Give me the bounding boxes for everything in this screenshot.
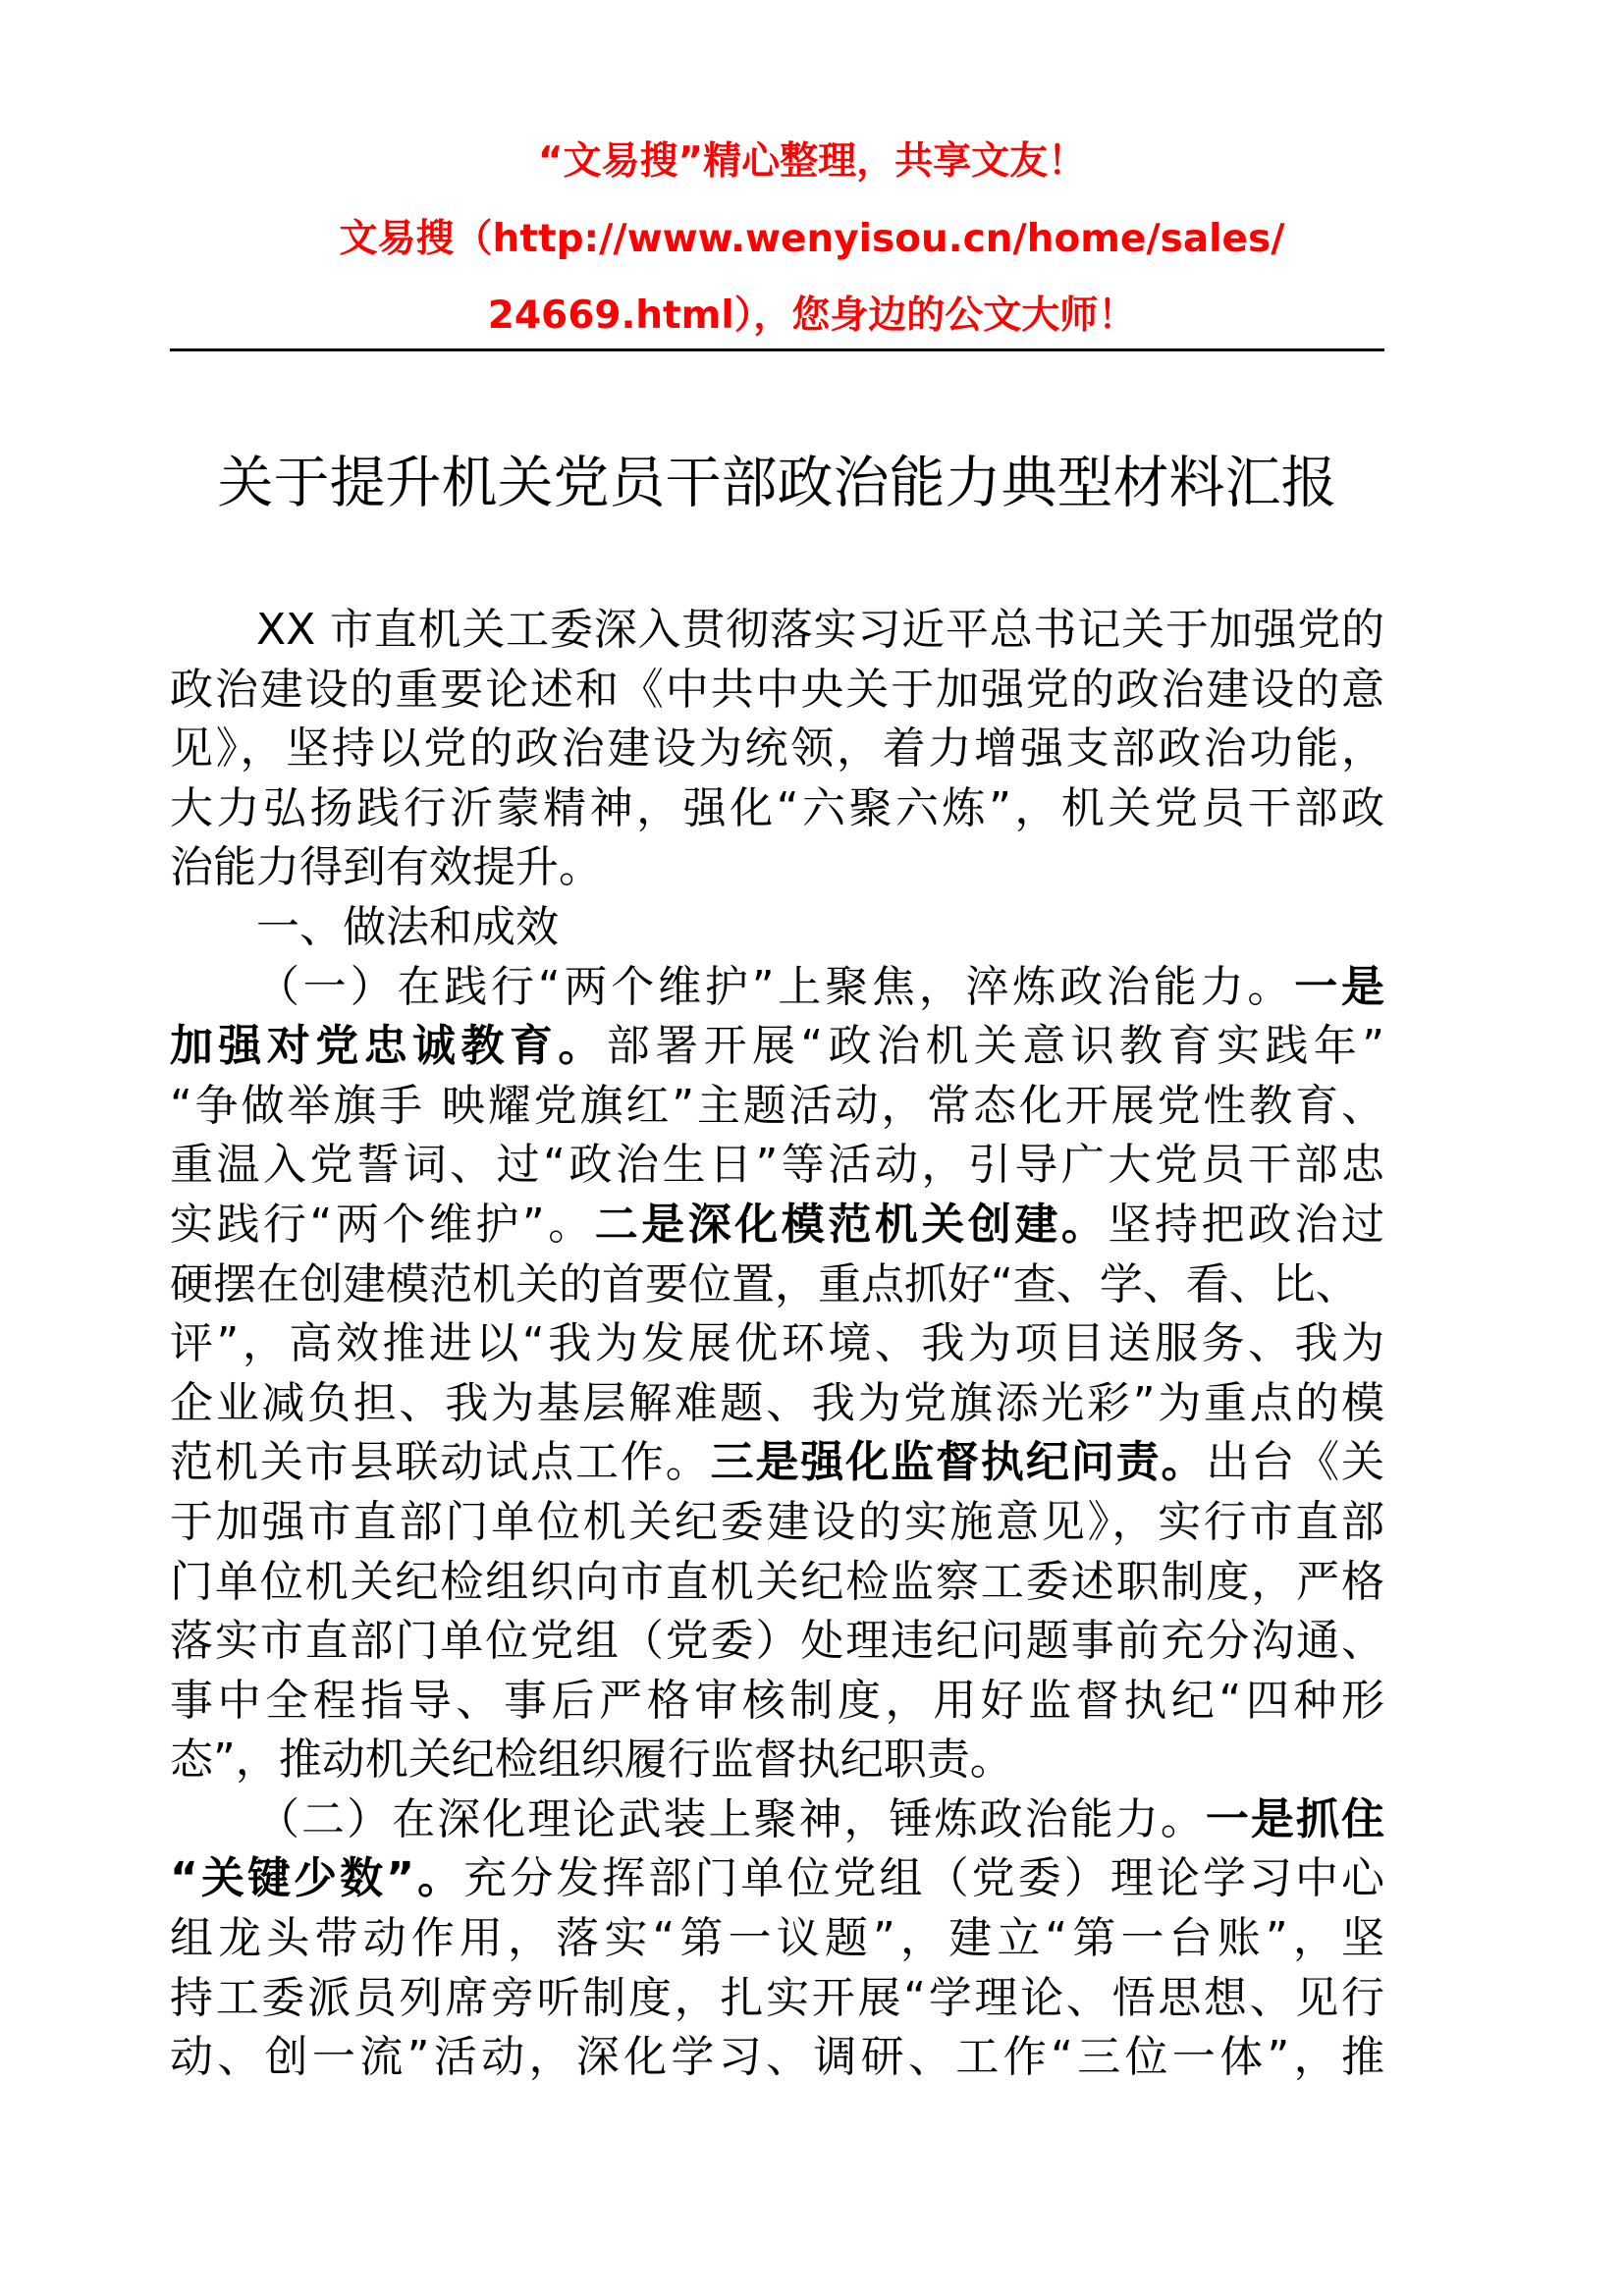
text-line	[170, 2028, 1384, 2088]
text-line	[170, 1255, 1384, 1315]
text-segment: 企业减负担、我为基层解难题、我为党旗添光彩”为重点的模	[170, 1377, 1384, 1428]
bold-text-segment: 二是深化模范机关创建。	[594, 1199, 1109, 1250]
document-body	[170, 601, 1384, 2088]
text-line	[170, 1136, 1384, 1196]
text-segment: 出台《关	[1206, 1437, 1385, 1488]
bold-text-segment: “关键少数”。	[170, 1853, 464, 1904]
text-segment: 重温入党誓词、过“政治生日”等活动，引导广大党员干部忠	[170, 1140, 1384, 1191]
text-segment: 政治建设的重要论述和《中共中央关于加强党的政治建设的意	[170, 664, 1384, 715]
text-segment: 态”，推动机关纪检组织履行监督执纪职责。	[170, 1735, 1013, 1786]
text-segment: 门单位机关纪检组织向市直机关纪检监察工委述职制度，严格	[170, 1556, 1384, 1607]
text-segment: 硬摆在创建模范机关的首要位置，重点抓好“查、学、看、比、	[170, 1258, 1359, 1309]
text-segment: 落实市直部门单位党组（党委）处理违纪问题事前充分沟通、	[170, 1616, 1384, 1667]
text-line	[170, 838, 1384, 898]
text-segment: XX 市直机关工委深入贯彻落实习近平总书记关于加强党的	[256, 605, 1384, 655]
text-segment: 坚持把政治过	[1108, 1199, 1384, 1250]
text-segment: 见》，坚持以党的政治建设为统领，着力增强支部政治功能，	[170, 723, 1384, 774]
text-line	[170, 1493, 1384, 1553]
text-segment: 充分发挥部门单位党组（党委）理论学习中心	[463, 1853, 1384, 1904]
text-segment: 一、做法和成效	[256, 901, 559, 952]
text-line	[170, 1612, 1384, 1672]
text-line	[170, 720, 1384, 779]
text-segment: “争做举旗手 映耀党旗红”主题活动，常态化开展党性教育、	[170, 1080, 1384, 1131]
header-divider	[170, 348, 1384, 351]
text-segment: 持工委派员列席旁听制度，扎实开展“学理论、悟思想、见行	[170, 1972, 1384, 2023]
bold-text-segment: 一是	[1294, 961, 1384, 1012]
text-segment: 大力弘扬践行沂蒙精神，强化“六聚六炼”，机关党员干部政	[170, 782, 1384, 833]
text-line	[170, 1969, 1384, 2029]
text-line	[170, 1790, 1384, 1850]
text-line	[170, 601, 1384, 661]
promo-header-line-1: “文易搜”精心整理，共享文友！	[537, 139, 1087, 184]
text-line	[170, 1196, 1384, 1255]
text-line	[170, 958, 1384, 1018]
text-segment: 范机关市县联动试点工作。	[170, 1437, 711, 1488]
text-line	[170, 898, 1384, 958]
text-line	[170, 1374, 1384, 1434]
bold-text-segment: 加强对党忠诚教育。	[170, 1021, 607, 1072]
promo-header-line-3[interactable]: 24669.html），您身边的公文大师！	[487, 294, 1137, 338]
document-title: 关于提升机关党员干部政治能力典型材料汇报	[217, 451, 1337, 515]
text-segment: 动、创一流”活动，深化学习、调研、工作“三位一体”，推	[170, 2032, 1384, 2083]
text-segment: 治能力得到有效提升。	[170, 842, 602, 893]
text-line	[170, 1731, 1384, 1790]
text-line	[170, 1017, 1384, 1077]
text-segment: 评”，高效推进以“我为发展优环境、我为项目送服务、我为	[170, 1318, 1384, 1369]
text-segment: 部署开展“政治机关意识教育实践年”	[606, 1021, 1384, 1072]
text-segment: 于加强市直部门单位机关纪委建设的实施意见》，实行市直部	[170, 1496, 1384, 1547]
text-line	[170, 1433, 1384, 1493]
text-segment: 组龙头带动作用，落实“第一议题”，建立“第一台账”，坚	[170, 1913, 1384, 1964]
promo-header-line-2[interactable]: 文易搜（http://www.wenyisou.cn/home/sales/	[339, 217, 1285, 261]
text-segment: 事中全程指导、事后严格审核制度，用好监督执纪“四种形	[170, 1675, 1384, 1726]
text-line	[170, 1314, 1384, 1374]
text-line	[170, 1077, 1384, 1137]
text-line	[170, 1553, 1384, 1613]
text-line	[170, 779, 1384, 839]
text-line	[170, 1672, 1384, 1732]
text-segment: （一）在践行“两个维护”上聚焦，淬炼政治能力。	[256, 961, 1295, 1012]
bold-text-segment: 一是抓住	[1205, 1793, 1384, 1844]
text-segment: 实践行“两个维护”。	[170, 1199, 595, 1250]
bold-text-segment: 三是强化监督执纪问责。	[710, 1437, 1207, 1488]
text-segment: （二）在深化理论武装上聚神，锤炼政治能力。	[256, 1793, 1206, 1844]
text-line	[170, 1909, 1384, 1969]
text-line	[170, 661, 1384, 721]
text-line	[170, 1849, 1384, 1909]
